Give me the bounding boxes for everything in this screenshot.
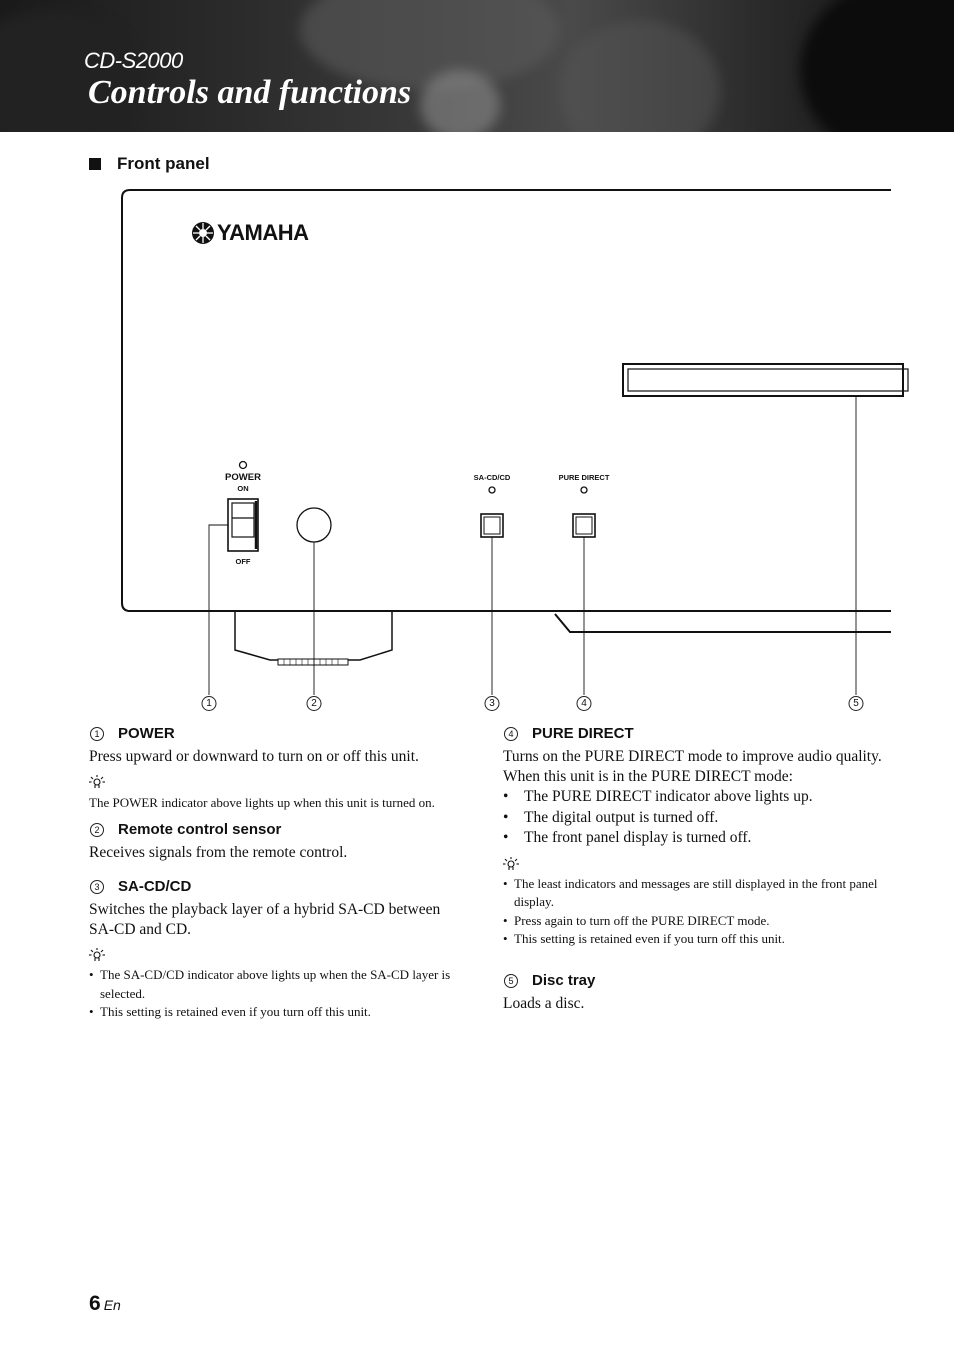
power-label: POWER [225, 472, 261, 483]
callout-5: 5 [849, 696, 864, 711]
list-item: • The SA-CD/CD indicator above lights up when the SA-CD layer is selected. [89, 966, 469, 1003]
disc-tray-title: Disc tray [532, 971, 596, 989]
list-item: • Press again to turn off the PURE DIRECT mode. [503, 912, 895, 931]
callout-3: 3 [485, 696, 500, 711]
power-description: Press upward or downward to turn on or off this unit. [89, 748, 419, 765]
list-item: • The PURE DIRECT indicator above lights up. [503, 787, 895, 808]
pure-direct-mode-intro: When this unit is in the PURE DIRECT mode: [503, 768, 793, 785]
yamaha-logo: YAMAHA [217, 220, 309, 245]
panel-foot [235, 612, 392, 660]
item-number: 5 [504, 974, 518, 988]
pure-direct-heading [503, 724, 895, 744]
panel-lower-edge [555, 614, 891, 632]
sacd-indicator [489, 487, 495, 493]
remote-heading [89, 820, 469, 840]
page-number: 6 [89, 1292, 101, 1315]
pure-direct-bullets [503, 787, 895, 849]
foot-grille [278, 659, 348, 665]
callout-4: 4 [577, 696, 592, 711]
power-note: The POWER indicator above lights up when this unit is turned on. [89, 795, 435, 810]
page-title: Controls and functions [88, 74, 412, 111]
remote-title: Remote control sensor [118, 821, 282, 838]
callout-1: 1 [202, 696, 217, 711]
yamaha-emblem-icon [192, 222, 214, 244]
sacd-title: SA-CD/CD [118, 878, 192, 895]
section-title: Front panel [117, 154, 210, 173]
item-number: 4 [504, 727, 518, 741]
disc-tray-inner [628, 369, 908, 391]
list-item: • The front panel display is turned off. [503, 828, 895, 849]
language-code: En [103, 1297, 121, 1313]
model-name: CD-S2000 [84, 48, 183, 73]
power-indicator [240, 462, 247, 469]
sacd-panel-label: SA-CD/CD [473, 473, 511, 482]
right-column [503, 724, 895, 1014]
pure-direct-notes [503, 875, 895, 949]
page-footer [89, 1292, 121, 1316]
sacd-notes [89, 966, 469, 1022]
remote-description: Receives signals from the remote control. [89, 844, 348, 861]
disc-tray-heading [503, 971, 895, 991]
left-column [89, 724, 469, 1022]
item-number: 1 [90, 727, 104, 741]
tip-icon [89, 948, 469, 964]
list-item: • The digital output is turned off. [503, 808, 895, 829]
pure-direct-title: PURE DIRECT [532, 725, 634, 742]
power-heading [89, 724, 469, 744]
leader-lines [209, 396, 856, 695]
remote-sensor [297, 508, 331, 542]
list-item: • This setting is retained even if you turn off this unit. [89, 1003, 469, 1022]
disc-tray-description: Loads a disc. [503, 994, 585, 1012]
pure-direct-panel-label: PURE DIRECT [558, 473, 610, 482]
pure-direct-description: Turns on the PURE DIRECT mode to improve audio quality. [503, 748, 882, 765]
item-number: 2 [90, 823, 104, 837]
callout-2: 2 [307, 696, 322, 711]
item-number: 3 [90, 880, 104, 894]
tip-icon [89, 775, 469, 791]
sacd-description: Switches the playback layer of a hybrid SA-CD between SA-CD and CD. [89, 901, 441, 938]
pure-direct-indicator [581, 487, 587, 493]
list-item: • The least indicators and messages are still displayed in the front panel display. [503, 875, 895, 912]
power-title: POWER [118, 725, 175, 742]
list-item: • This setting is retained even if you turn off this unit. [503, 930, 895, 949]
off-label: OFF [235, 557, 251, 566]
on-label: ON [237, 484, 249, 493]
tip-icon [503, 857, 895, 873]
sacd-heading [89, 877, 469, 897]
